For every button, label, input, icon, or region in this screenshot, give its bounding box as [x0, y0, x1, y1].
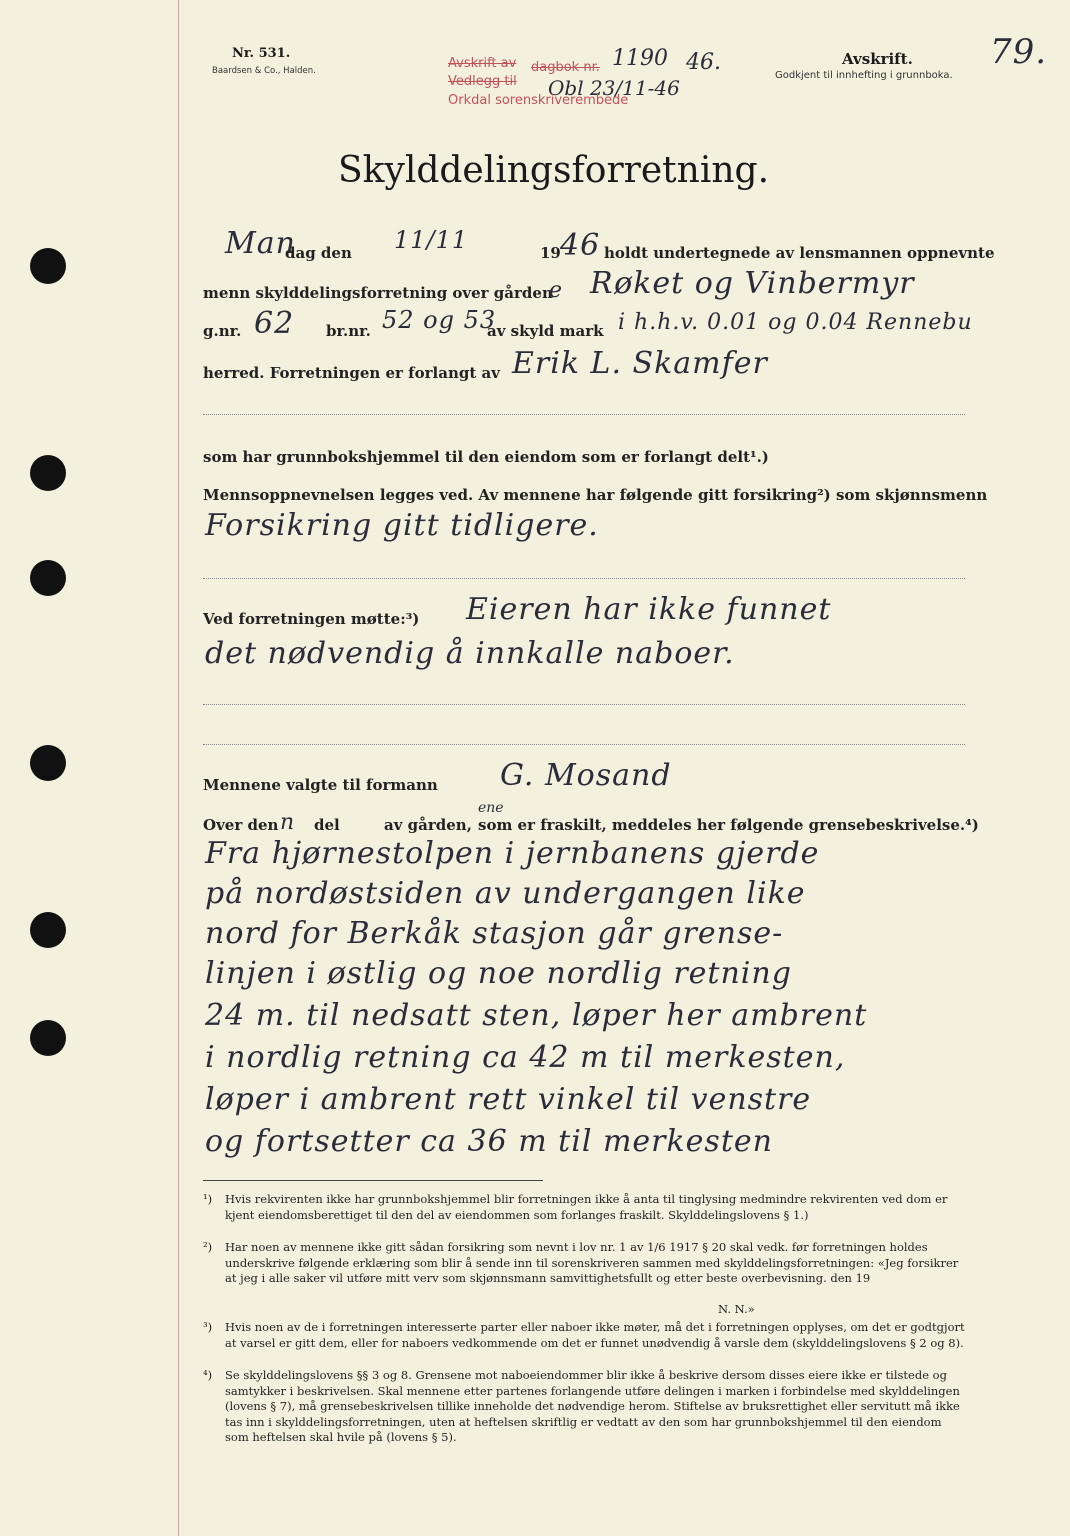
label-line-1: holdt undertegnede av lensmannen oppnevnte	[604, 244, 995, 262]
punch-hole	[30, 560, 66, 596]
label-line-10: Mennene valgte til formann	[203, 776, 438, 794]
footnote-number: ³)	[203, 1320, 213, 1334]
page-number: 79.	[990, 32, 1048, 72]
dotted-rule	[203, 414, 965, 415]
hand-gnr: 62	[254, 306, 295, 341]
desc-line: nord for Berkåk stasjon går grense-	[205, 916, 784, 951]
label-del: del	[314, 816, 340, 834]
dotted-rule	[203, 578, 965, 579]
desc-line: på nordøstsiden av undergangen like	[205, 876, 806, 911]
hand-sup: ene	[478, 800, 504, 816]
stamp-line-1: Avskrift av	[448, 56, 517, 71]
hand-weekday: Man	[225, 226, 296, 261]
hand-date: 11/11	[394, 226, 469, 254]
hand-year: 46	[560, 228, 601, 263]
page-title: Skylddelingsforretning.	[338, 150, 770, 191]
desc-line: i nordlig retning ca 42 m til merkesten,	[205, 1040, 846, 1075]
hand-date: Obl 23/11-46	[548, 76, 680, 100]
footnote-number: ²)	[203, 1240, 213, 1254]
desc-line: og fortsetter ca 36 m til merkesten	[205, 1124, 773, 1159]
footnote-text: Hvis noen av de i forretningen interesserte parter eller naboer ikke møter, må det i forretningen opplyses, om det er godtgjort at varsel er gitt dem, eller for naboers vedkommende om det er funnet unødvendig å varsle dem (skylddelingslovens § 2 og 8).	[225, 1320, 965, 1350]
footnote-text: Har noen av mennene ikke gitt sådan forsikring som nevnt i lov nr. 1 av 1/6 1917 § 20 skal vedk. før forretningen holdes underskrive følgende erklæring som blir å sende inn til sorenskriveren sammen med skylddelingsforretningen: «Jeg forsikrer at jeg i alle saker vil utføre mitt verv som skjønnsmann samvittighetsfullt og etter beste overbevisning. den 19	[225, 1240, 959, 1286]
label-av-garden: av gården,	[384, 816, 472, 834]
hand-attended-1: Eieren har ikke funnet	[466, 592, 832, 627]
hand-year: 46.	[686, 50, 721, 75]
stamp-line-2: Vedlegg til	[448, 74, 517, 89]
punch-hole	[30, 745, 66, 781]
hand-farm-names: Røket og Vinbermyr	[590, 266, 915, 301]
hand-insurance: Forsikring gitt tidligere.	[205, 508, 599, 543]
hand-requester: Erik L. Skamfer	[512, 346, 768, 381]
footnote-text: Se skylddelingslovens §§ 3 og 8. Grensene mot naboeiendommer blir ikke å beskrive dersom disses eiere ikke er tilstede og samtykker i beskrivelsen. Skal mennene etter partenes forlangende utføre delingen i marken i forbindelse med skylddelingen (lovens § 7), må grensebeskrivelsen tillike inneholde det nødvendige herom. Stiftelse av bruksrettighet eller servitutt må ikke tas inn i skylddelingsforretningen, uten at heftelsen skriftlig er vedtatt av den som har grunnbokshjemmel til den eiendom som heftelsen skal hvile på (lovens § 5).	[225, 1368, 960, 1445]
label-year-prefix: 19	[540, 244, 561, 262]
label-over-den: Over den	[203, 816, 279, 834]
footnote-number: ¹)	[203, 1192, 213, 1206]
publisher: Baardsen & Co., Halden.	[212, 66, 316, 76]
dotted-rule	[203, 744, 965, 745]
hand-skyld: i h.h.v. 0.01 og 0.04 Rennebu	[618, 310, 973, 335]
hand-dagbok: 1190	[612, 46, 668, 71]
hand-attended-2: det nødvendig å innkalle naboer.	[205, 636, 735, 671]
footnote-separator	[203, 1180, 543, 1181]
label-dag-den: dag den	[285, 244, 352, 262]
label-line-2: menn skylddelingsforretning over gården	[203, 284, 553, 302]
footnote-number: ⁴)	[203, 1368, 213, 1382]
form-number: Nr. 531.	[232, 46, 291, 61]
punch-hole	[30, 455, 66, 491]
right-title: Avskrift.	[842, 50, 913, 68]
label-gnr: g.nr.	[203, 322, 242, 340]
label-line-11: som er fraskilt, meddeles her følgende grensebeskrivelse.⁴)	[478, 816, 979, 834]
label-line-4: herred. Forretningen er forlangt av	[203, 364, 500, 382]
hand-suffix: e	[549, 278, 563, 303]
punch-hole	[30, 1020, 66, 1056]
right-subtitle: Godkjent til innhefting i grunnboka.	[775, 70, 953, 81]
hand-n: n	[280, 810, 295, 835]
footnote-text: Hvis rekvirenten ikke har grunnbokshjemmel blir forretningen ikke å anta til tinglysing medmindre rekvirenten ved dom er kjent eiendomsberettiget til den del av eiendommen som forlanges fraskilt. Skylddelingslovens § 1.)	[225, 1192, 948, 1222]
desc-line: løper i ambrent rett vinkel til venstre	[205, 1082, 812, 1117]
label-skyld-mark: av skyld mark	[487, 322, 604, 340]
punch-hole	[30, 912, 66, 948]
desc-line: linjen i østlig og noe nordlig retning	[205, 956, 792, 991]
label-line-5: som har grunnbokshjemmel til den eiendom som er forlangt delt¹.)	[203, 448, 769, 466]
label-line-6: Mennsoppnevnelsen legges ved. Av mennene har følgende gitt forsikring²) som skjønnsmenn	[203, 486, 988, 504]
label-line-8: Ved forretningen møtte:³)	[203, 610, 420, 628]
footnote-signature: N. N.»	[718, 1302, 755, 1316]
stamp-line-3: Orkdal sorenskriverembede	[448, 93, 629, 108]
margin-line	[178, 0, 179, 1536]
hand-chairman: G. Mosand	[500, 758, 672, 793]
hand-brnr: 52 og 53	[382, 306, 497, 334]
label-brnr: br.nr.	[326, 322, 371, 340]
punch-hole	[30, 248, 66, 284]
desc-line: 24 m. til nedsatt sten, løper her ambrent	[205, 998, 868, 1033]
desc-line: Fra hjørnestolpen i jernbanens gjerde	[205, 836, 820, 871]
stamp-dagbok: dagbok nr.	[531, 60, 600, 75]
dotted-rule	[203, 704, 965, 705]
